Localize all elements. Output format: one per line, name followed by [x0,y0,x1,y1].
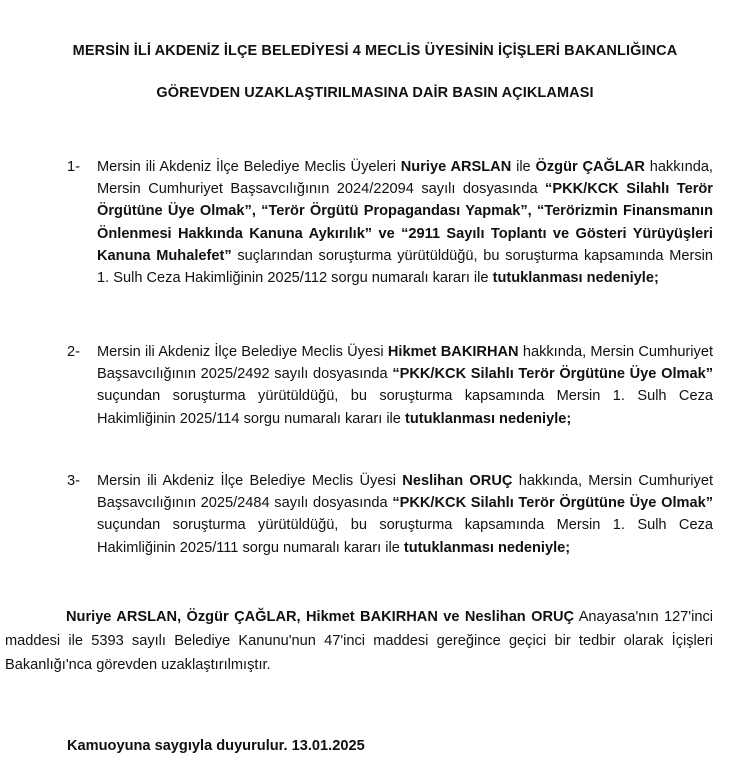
person-names: Nuriye ARSLAN, Özgür ÇAĞLAR, Hikmet BAKIRHAN ve Neslihan ORUÇ [66,609,575,625]
reason: tutuklanması nedeniyle; [492,270,659,287]
list-item-1 [67,156,713,289]
item-body [97,470,713,559]
person-name: Neslihan ORUÇ [402,473,513,489]
item-text: hakkında, Mersin Cumhuriyet Başsavcılığının 2024/22094 sayılı dosyasında [97,159,713,198]
person-name: Hikmet BAKIRHAN [387,344,519,360]
item-number: 3- [67,473,80,489]
item-body [97,341,713,430]
item-text: hakkında, Mersin Cumhuriyet Başsavcılığının 2025/2484 sayılı dosyasında [97,473,714,512]
list-item-2 [67,341,713,430]
closing-text: Anayasa'nın 127'inci maddesi ile 5393 sayılı Belediye Kanunu'nun 47'inci maddesi gereğince geçici bir tedbir olarak İçişleri Bakanlığı'nca görevden uzaklaştırılmıştır. [5,609,713,673]
title-line-2: GÖREVDEN UZAKLAŞTIRILMASINA DAİR BASIN AÇIKLAMASI [156,85,594,101]
item-text: suçundan soruşturma yürütüldüğü, bu soruşturma kapsamında Mersin 1. Sulh Ceza Hakimliğinin 2025/114 sorgu numaralı kararı ile [97,388,713,427]
list-item-3 [67,470,713,559]
item-body [97,156,713,289]
item-number: 2- [67,344,80,360]
reason: tutuklanması nedeniyle; [403,539,571,556]
item-text: Mersin ili Akdeniz İlçe Belediye Meclis Üyesi [97,473,403,489]
reason: tutuklanması nedeniyle; [404,410,572,427]
signoff: Kamuoyuna saygıyla duyurulur. 13.01.2025 [67,738,365,754]
closing-paragraph [5,605,713,677]
charges: “PKK/KCK Silahlı Terör Örgütüne Üye Olmak”, “Terör Örgütü Propagandası Yapmak”, “Terörizmin Finansmanın Önlenmesi Hakkında Kanuna Aykırılık” ve “2911 Sayılı Toplantı ve Gösteri Yürüyüşleri Kanuna Muhalefet” [97,181,713,264]
person-name: Özgür ÇAĞLAR [535,159,645,175]
item-text: suçundan soruşturma yürütüldüğü, bu soruşturma kapsamında Mersin 1. Sulh Ceza Hakimliğinin 2025/111 sorgu numaralı kararı ile [97,517,713,556]
item-text: suçlarından soruşturma yürütüldüğü, bu soruşturma kapsamında Mersin 1. Sulh Ceza Hakimliğinin 2025/112 sorgu numaralı kararı ile [97,247,713,287]
charges: “PKK/KCK Silahlı Terör Örgütüne Üye Olmak” [392,495,713,512]
item-text: Mersin ili Akdeniz İlçe Belediye Meclis Üyesi [97,344,388,360]
item-text: ile [511,159,536,175]
item-number: 1- [67,159,80,175]
title-line-1: MERSİN İLİ AKDENİZ İLÇE BELEDİYESİ 4 MECLİS ÜYESİNİN İÇİŞLERİ BAKANLIĞINCA [72,43,678,59]
item-text: hakkında, Mersin Cumhuriyet Başsavcılığının 2025/2492 sayılı dosyasında [97,344,714,383]
item-text: Mersin ili Akdeniz İlçe Belediye Meclis Üyeleri [97,159,401,175]
person-name: Nuriye ARSLAN [400,159,512,175]
charges: “PKK/KCK Silahlı Terör Örgütüne Üye Olmak” [392,366,713,383]
